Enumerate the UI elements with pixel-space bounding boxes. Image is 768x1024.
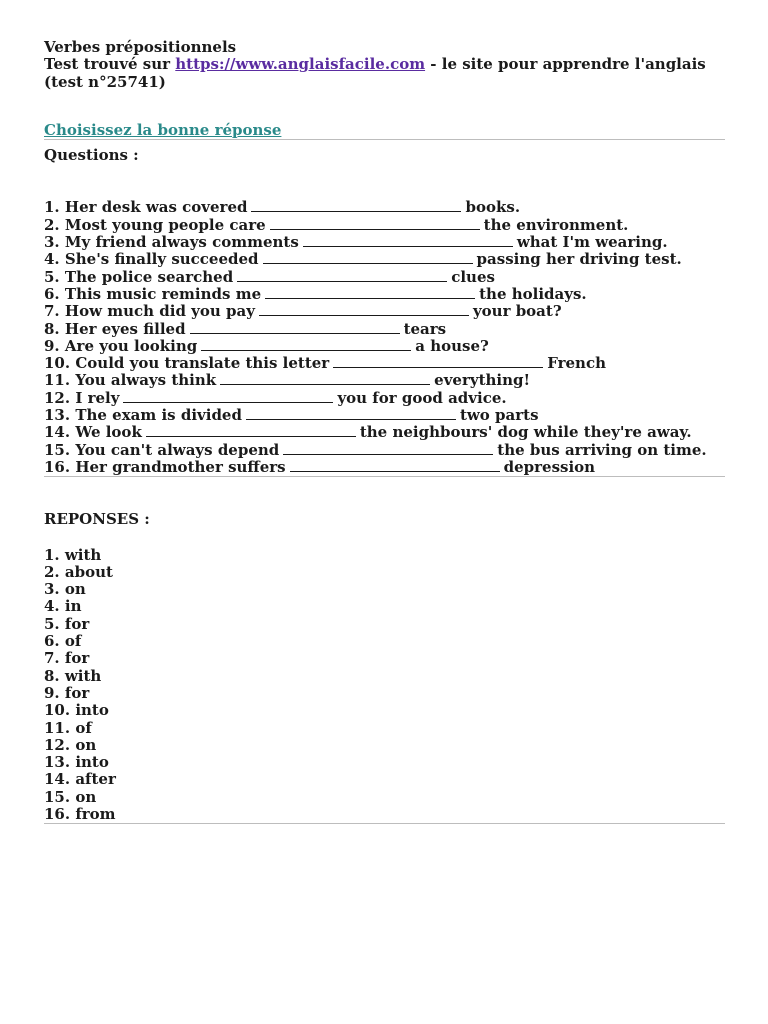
question-number: 4. (44, 250, 60, 269)
question-text-after: the holidays. (479, 284, 587, 303)
answer-blank (251, 199, 461, 212)
source-prefix: Test trouvé sur (44, 55, 176, 74)
question-item (44, 355, 725, 372)
question-item (44, 286, 725, 303)
answer-item: 10. into (44, 701, 109, 720)
question-number: 12. (44, 388, 71, 407)
question-item (44, 269, 725, 286)
question-number: 11. (44, 371, 71, 390)
answer-blank (246, 407, 456, 420)
question-number: 14. (44, 423, 71, 442)
question-text-after: the neighbours' dog while they're away. (359, 423, 692, 442)
answer-item: 11. of (44, 718, 92, 737)
question-text-after: you for good advice. (337, 388, 507, 407)
question-text-before: Most young people care (64, 215, 266, 234)
divider (44, 823, 725, 824)
question-item (44, 338, 725, 355)
document-title: Verbes prépositionnels (44, 38, 237, 56)
question-number: 8. (44, 319, 60, 338)
question-item (44, 199, 725, 216)
question-text-after: your boat? (472, 302, 562, 321)
question-number: 13. (44, 406, 71, 425)
question-text-before: The exam is divided (75, 406, 242, 425)
question-item (44, 321, 725, 338)
answer-blank (283, 442, 493, 455)
answer-item: 16. from (44, 804, 116, 823)
question-text-after: clues (451, 267, 495, 286)
answers-title: REPONSES : (44, 510, 150, 529)
question-text-before: This music reminds me (64, 284, 262, 303)
question-text-before: You can't always depend (75, 440, 280, 459)
question-number: 10. (44, 354, 71, 373)
question-number: 7. (44, 302, 60, 321)
question-number: 5. (44, 267, 60, 286)
answer-blank (123, 390, 333, 403)
answers-list (44, 547, 725, 824)
answer-blank (270, 217, 480, 230)
question-number: 3. (44, 233, 60, 252)
question-text-after: everything! (434, 371, 531, 390)
question-item (44, 303, 725, 320)
question-text-after: a house? (415, 336, 489, 355)
answer-item: 2. about (44, 562, 113, 581)
answer-blank (190, 321, 400, 334)
answer-item: 14. after (44, 770, 116, 789)
question-text-after: books. (465, 198, 521, 217)
question-number: 9. (44, 336, 60, 355)
question-number: 16. (44, 457, 71, 476)
question-item (44, 459, 725, 476)
question-number: 15. (44, 440, 71, 459)
answer-item: 6. of (44, 632, 82, 651)
question-text-after: passing her driving test. (476, 250, 682, 269)
question-number: 1. (44, 198, 60, 217)
answer-item: 13. into (44, 753, 109, 772)
answer-blank (263, 251, 473, 264)
answer-item: 5. for (44, 614, 90, 633)
source-line (44, 56, 725, 91)
question-text-before: We look (75, 423, 142, 442)
question-item (44, 251, 725, 268)
question-item (44, 372, 725, 389)
question-text-after: the environment. (483, 215, 629, 234)
answer-item: 4. in (44, 597, 82, 616)
question-item (44, 390, 725, 407)
question-item (44, 424, 725, 441)
answer-blank (237, 269, 447, 282)
answer-item: 12. on (44, 735, 97, 754)
question-text-before: Her eyes filled (64, 319, 186, 338)
question-text-after: what I'm wearing. (516, 233, 668, 252)
answer-blank (146, 424, 356, 437)
question-text-before: Her desk was covered (64, 198, 248, 217)
answer-blank (220, 372, 430, 385)
answer-item: 3. on (44, 580, 86, 599)
question-text-after: two parts (459, 406, 539, 425)
question-text-before: Could you translate this letter (75, 354, 330, 373)
answer-blank (290, 459, 500, 472)
questions-title: Questions : (44, 146, 139, 165)
questions-list (44, 199, 725, 476)
question-text-before: The police searched (64, 267, 234, 286)
question-item (44, 217, 725, 234)
question-item (44, 407, 725, 424)
answer-item: 1. with (44, 545, 102, 564)
instruction-link[interactable]: Choisissez la bonne réponse (44, 120, 282, 139)
divider (44, 139, 725, 140)
answer-blank (201, 338, 411, 351)
question-text-after: tears (403, 319, 447, 338)
answer-item: 15. on (44, 787, 97, 806)
question-text-before: You always think (75, 371, 217, 390)
question-item (44, 234, 725, 251)
question-text-before: I rely (75, 388, 120, 407)
question-item (44, 442, 725, 459)
question-text-before: How much did you pay (64, 302, 255, 321)
answer-blank (265, 286, 475, 299)
answer-blank (259, 303, 469, 316)
question-text-before: Are you looking (64, 336, 198, 355)
question-number: 6. (44, 284, 60, 303)
answer-item: 7. for (44, 649, 90, 668)
source-suffix: - le site pour apprendre l'anglais (test n°25741) (44, 55, 706, 91)
source-link[interactable]: https://www.anglaisfacile.com (175, 55, 426, 74)
question-text-before: Her grandmother suffers (75, 457, 286, 476)
question-text-before: She's finally succeeded (64, 250, 259, 269)
answer-item: 8. with (44, 666, 102, 685)
divider (44, 476, 725, 477)
answer-blank (333, 355, 543, 368)
question-number: 2. (44, 215, 60, 234)
document-page (44, 39, 725, 824)
answer-item: 9. for (44, 683, 90, 702)
answer-blank (303, 234, 513, 247)
document-header (44, 39, 725, 91)
question-text-after: French (547, 354, 606, 373)
question-text-after: the bus arriving on time. (497, 440, 707, 459)
question-text-after: depression (503, 457, 596, 476)
question-text-before: My friend always comments (64, 233, 299, 252)
